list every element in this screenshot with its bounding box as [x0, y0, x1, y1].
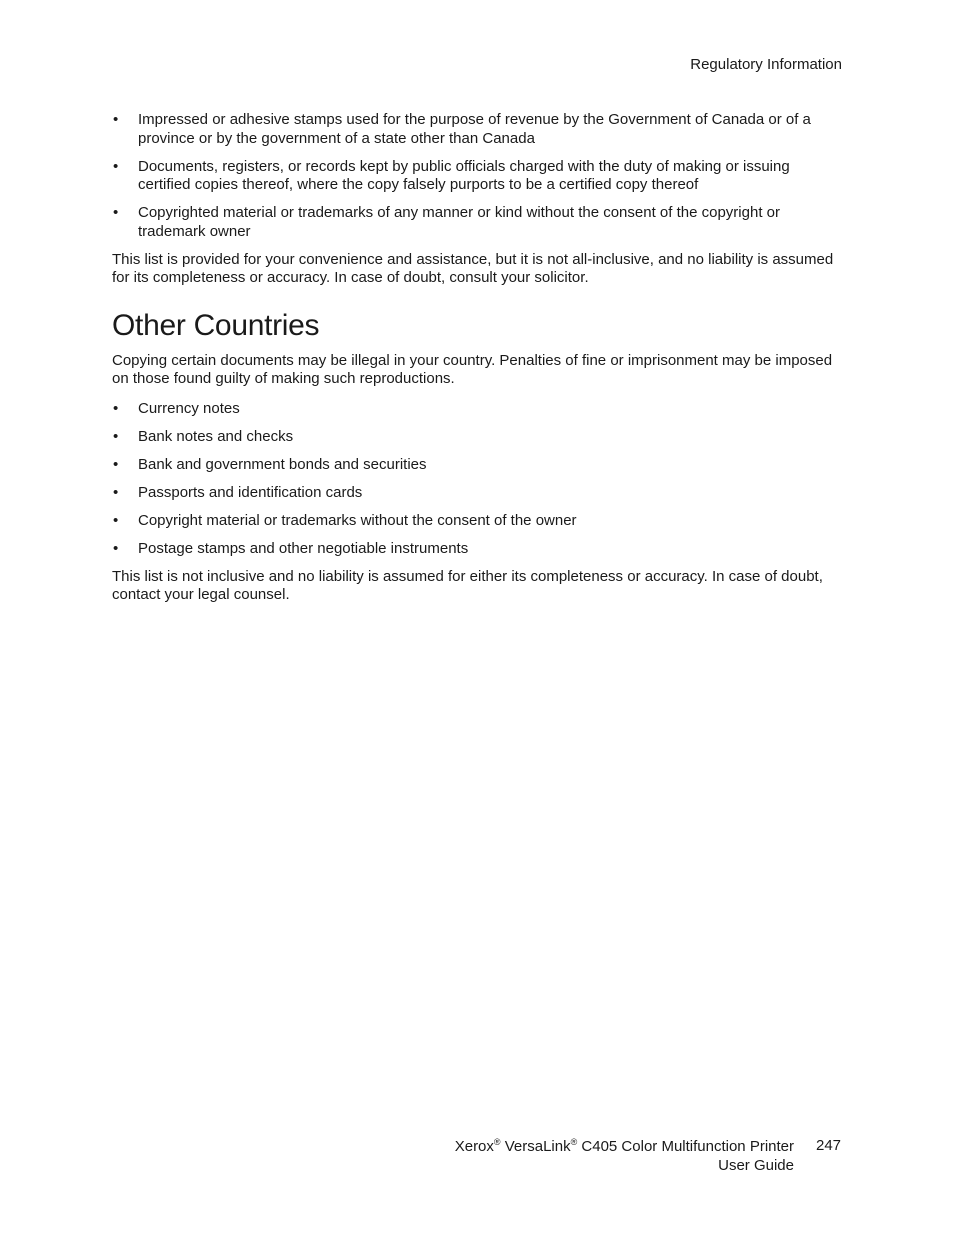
bullet-icon: •	[113, 111, 119, 128]
list-item-text: Passports and identification cards	[138, 483, 363, 501]
footer-product-line-name: VersaLink	[504, 1138, 571, 1155]
list-item	[112, 111, 844, 148]
list-item-text: Documents, registers, or records kept by public officials charged with the duty of making or issuing certified copies thereof, where the copy falsely purports to be a certified copy thereof	[138, 157, 790, 193]
list-item	[112, 540, 844, 559]
other-countries-disclaimer: This list is not inclusive and no liability is assumed for either its completeness or accuracy. In case of doubt, contact your legal counsel.	[112, 567, 823, 603]
bullet-icon: •	[113, 399, 119, 417]
other-countries-list	[112, 400, 844, 559]
list-item	[112, 456, 844, 475]
footer-brand: Xerox	[454, 1138, 494, 1155]
canada-prohibited-list	[112, 111, 844, 241]
list-item	[112, 428, 844, 447]
list-item	[112, 400, 844, 419]
bullet-icon: •	[113, 455, 119, 473]
registered-mark: ®	[493, 1137, 501, 1147]
bullet-icon: •	[113, 427, 119, 445]
page-number: 247	[816, 1137, 842, 1154]
list-item	[112, 484, 844, 503]
list-item-text: Currency notes	[138, 399, 240, 417]
bullet-icon: •	[113, 539, 119, 557]
page-content	[112, 111, 844, 605]
bullet-icon: •	[113, 511, 119, 529]
bullet-icon: •	[113, 483, 119, 501]
canada-disclaimer: This list is provided for your convenience and assistance, but it is not all-inclusive, and no liability is assumed for its completeness or accuracy. In case of doubt, consult your solicitor.	[112, 250, 834, 286]
footer-doc-type: User Guide	[718, 1157, 794, 1174]
list-item-text: Impressed or adhesive stamps used for the purpose of revenue by the Government of Canada or of a province or by the government of a state other than Canada	[138, 111, 811, 147]
list-item-text: Copyright material or trademarks without the consent of the owner	[138, 511, 577, 529]
registered-mark: ®	[570, 1137, 578, 1147]
page-footer	[455, 1137, 794, 1175]
other-countries-intro: Copying certain documents may be illegal in your country. Penalties of fine or imprisonment may be imposed on those found guilty of making such reproductions.	[112, 351, 833, 387]
section-title: Other Countries	[112, 308, 320, 342]
list-item-text: Bank and government bonds and securities	[138, 455, 427, 473]
list-item	[112, 512, 844, 531]
list-item	[112, 204, 844, 241]
bullet-icon: •	[113, 204, 119, 221]
list-item-text: Copyrighted material or trademarks of any manner or kind without the consent of the copyright or trademark owner	[138, 204, 780, 240]
footer-product-line	[455, 1137, 794, 1156]
bullet-icon: •	[113, 157, 119, 175]
list-item-text: Bank notes and checks	[138, 427, 294, 445]
list-item	[112, 158, 844, 195]
running-header: Regulatory Information	[690, 56, 842, 73]
footer-product-model: C405 Color Multifunction Printer	[581, 1138, 794, 1155]
list-item-text: Postage stamps and other negotiable instruments	[138, 539, 469, 557]
